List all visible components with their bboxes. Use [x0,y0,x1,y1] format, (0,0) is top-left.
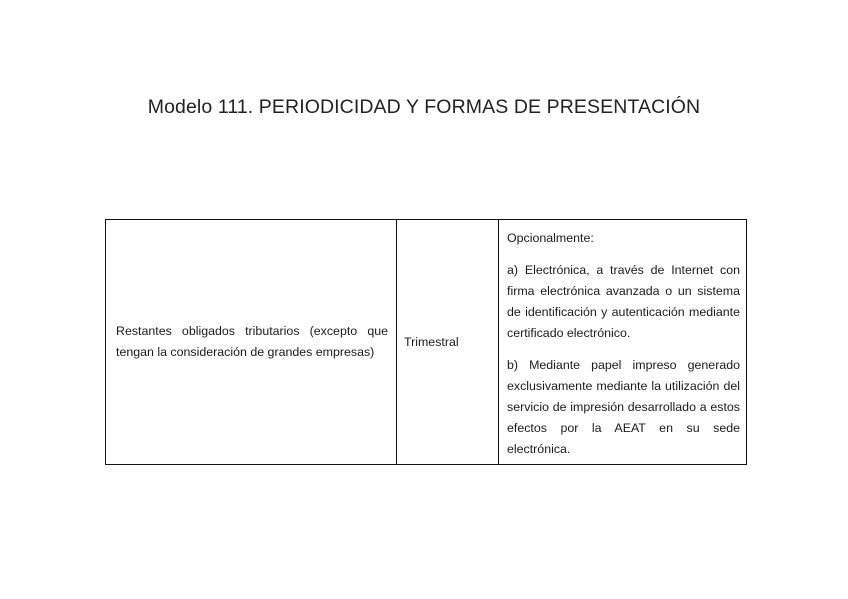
presentation-table [105,219,747,465]
method-option-b: b) Mediante papel impreso generado exclusivamente mediante la utilización del servicio de impresión desarrollado a estos efectos por la AEAT en su sede electrónica. [507,358,740,456]
page-title: Modelo 111. PERIODICIDAD Y FORMAS DE PRESENTACIÓN [147,96,701,118]
submission-methods-cell [499,220,747,465]
periodicity-cell: Trimestral [397,220,499,465]
table-row [106,220,747,465]
methods-heading: Opcionalmente: [507,231,594,245]
taxpayer-type-cell: Restantes obligados tributarios (excepto que tengan la consideración de grandes empresas) [106,220,397,465]
method-option-a: a) Electrónica, a través de Internet con firma electrónica avanzada o un sistema de identificación y autenticación mediante certificado electrónico. [507,263,740,340]
